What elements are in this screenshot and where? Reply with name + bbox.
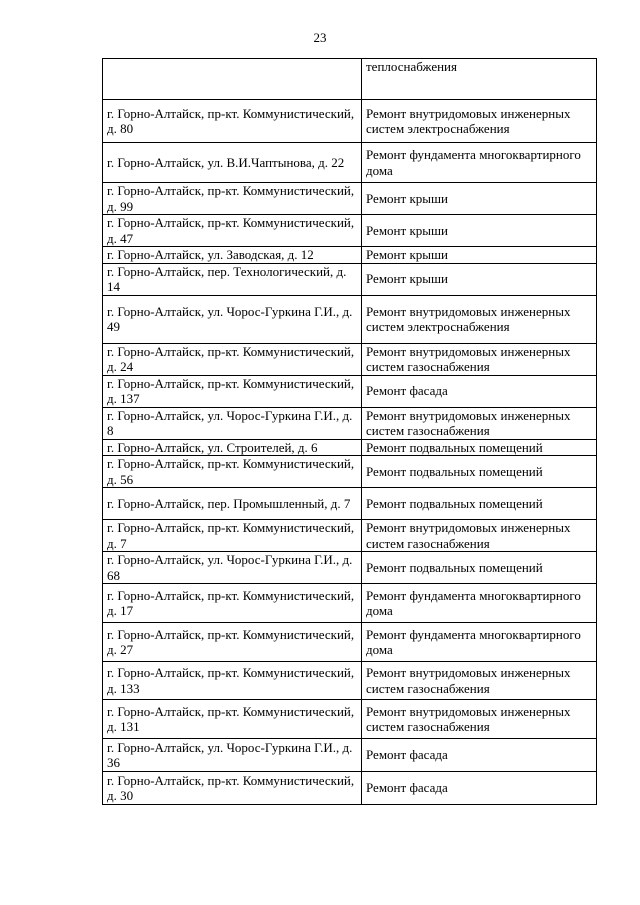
- table-row: [103, 552, 597, 584]
- address-cell: г. Горно-Алтайск, пр-кт. Коммунистический, д. 56: [103, 456, 362, 488]
- table-row: [103, 247, 597, 264]
- table-row: [103, 143, 597, 183]
- page-number: 23: [313, 30, 327, 45]
- table-row-continuation: [103, 59, 597, 100]
- address-cell: г. Горно-Алтайск, пр-кт. Коммунистический, д. 80: [103, 100, 362, 143]
- work-cell: Ремонт внутридомовых инженерных систем электроснабжения: [362, 295, 597, 343]
- table-row: [103, 662, 597, 700]
- table-row: [103, 407, 597, 439]
- table-row: [103, 584, 597, 623]
- table-body: [103, 59, 597, 805]
- work-cell: Ремонт крыши: [362, 263, 597, 295]
- address-cell: г. Горно-Алтайск, пр-кт. Коммунистический, д. 24: [103, 343, 362, 375]
- work-cell: Ремонт крыши: [362, 247, 597, 264]
- work-cell: Ремонт подвальных помещений: [362, 488, 597, 520]
- address-cell: г. Горно-Алтайск, пр-кт. Коммунистический, д. 131: [103, 700, 362, 739]
- table-row: [103, 739, 597, 772]
- repair-table: [102, 58, 597, 805]
- work-cell: теплоснабжения: [362, 59, 597, 100]
- address-cell: г. Горно-Алтайск, пр-кт. Коммунистический, д. 99: [103, 183, 362, 215]
- address-cell: г. Горно-Алтайск, ул. Заводская, д. 12: [103, 247, 362, 264]
- address-cell: г. Горно-Алтайск, ул. Чорос-Гуркина Г.И., д. 68: [103, 552, 362, 584]
- work-cell: Ремонт внутридомовых инженерных систем газоснабжения: [362, 343, 597, 375]
- work-cell: Ремонт крыши: [362, 183, 597, 215]
- table-row: [103, 375, 597, 407]
- address-cell: г. Горно-Алтайск, пр-кт. Коммунистический, д. 47: [103, 215, 362, 247]
- work-cell: Ремонт фасада: [362, 375, 597, 407]
- address-cell: [103, 59, 362, 100]
- address-cell: г. Горно-Алтайск, пер. Технологический, д. 14: [103, 263, 362, 295]
- work-cell: Ремонт фундамента многоквартирного дома: [362, 623, 597, 662]
- table-row: [103, 700, 597, 739]
- table-row: [103, 343, 597, 375]
- work-cell: Ремонт внутридомовых инженерных систем газоснабжения: [362, 520, 597, 552]
- work-cell: Ремонт фундамента многоквартирного дома: [362, 584, 597, 623]
- work-cell: Ремонт фасада: [362, 739, 597, 772]
- table-row: [103, 439, 597, 456]
- table-row: [103, 263, 597, 295]
- table-row: [103, 488, 597, 520]
- address-cell: г. Горно-Алтайск, пер. Промышленный, д. 7: [103, 488, 362, 520]
- table-row: [103, 456, 597, 488]
- table-row: [103, 100, 597, 143]
- table-row: [103, 183, 597, 215]
- work-cell: Ремонт фасада: [362, 772, 597, 805]
- address-cell: г. Горно-Алтайск, ул. Строителей, д. 6: [103, 439, 362, 456]
- work-cell: Ремонт внутридомовых инженерных систем электроснабжения: [362, 100, 597, 143]
- address-cell: г. Горно-Алтайск, ул. В.И.Чаптынова, д. 22: [103, 143, 362, 183]
- work-cell: Ремонт внутридомовых инженерных систем газоснабжения: [362, 407, 597, 439]
- table-row: [103, 623, 597, 662]
- work-cell: Ремонт внутридомовых инженерных систем газоснабжения: [362, 662, 597, 700]
- address-cell: г. Горно-Алтайск, ул. Чорос-Гуркина Г.И., д. 36: [103, 739, 362, 772]
- table-row: [103, 295, 597, 343]
- address-cell: г. Горно-Алтайск, пр-кт. Коммунистический, д. 133: [103, 662, 362, 700]
- work-cell: Ремонт подвальных помещений: [362, 439, 597, 456]
- address-cell: г. Горно-Алтайск, ул. Чорос-Гуркина Г.И., д. 8: [103, 407, 362, 439]
- work-cell: Ремонт крыши: [362, 215, 597, 247]
- address-cell: г. Горно-Алтайск, ул. Чорос-Гуркина Г.И., д. 49: [103, 295, 362, 343]
- table-row: [103, 772, 597, 805]
- table-row: [103, 215, 597, 247]
- address-cell: г. Горно-Алтайск, пр-кт. Коммунистический, д. 137: [103, 375, 362, 407]
- table-row: [103, 520, 597, 552]
- address-cell: г. Горно-Алтайск, пр-кт. Коммунистический, д. 27: [103, 623, 362, 662]
- address-cell: г. Горно-Алтайск, пр-кт. Коммунистический, д. 7: [103, 520, 362, 552]
- work-cell: Ремонт подвальных помещений: [362, 552, 597, 584]
- address-cell: г. Горно-Алтайск, пр-кт. Коммунистический, д. 17: [103, 584, 362, 623]
- address-cell: г. Горно-Алтайск, пр-кт. Коммунистический, д. 30: [103, 772, 362, 805]
- work-cell: Ремонт подвальных помещений: [362, 456, 597, 488]
- work-cell: Ремонт внутридомовых инженерных систем газоснабжения: [362, 700, 597, 739]
- work-cell: Ремонт фундамента многоквартирного дома: [362, 143, 597, 183]
